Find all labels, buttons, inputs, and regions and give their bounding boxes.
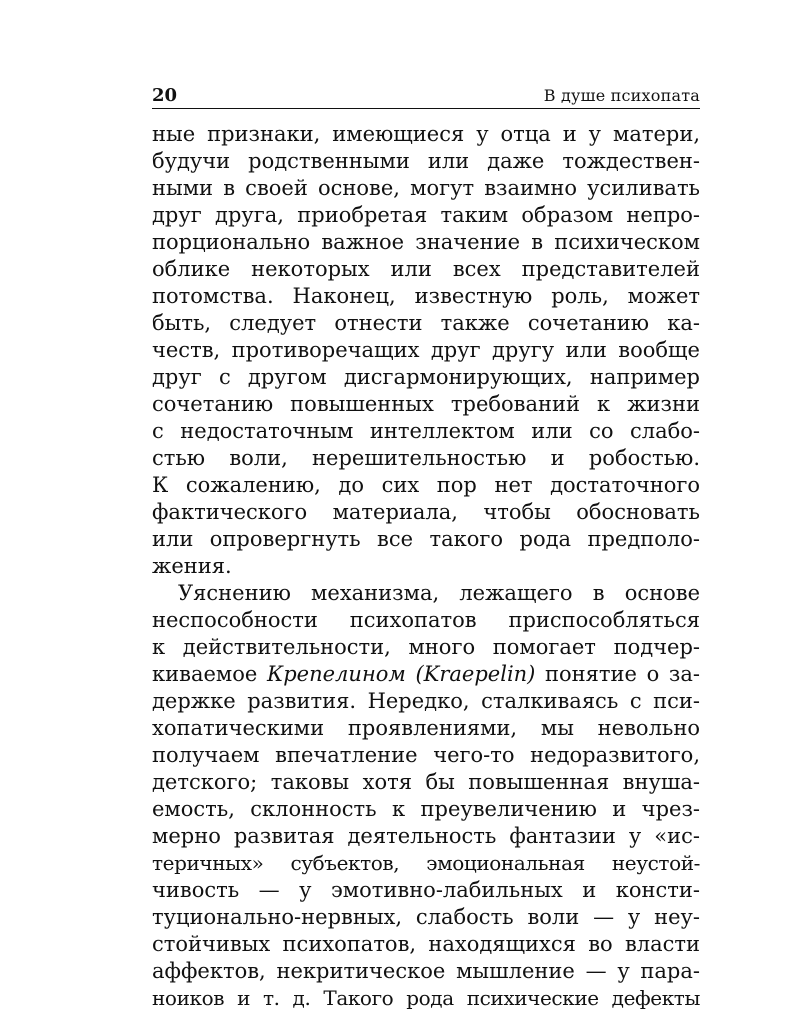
text-line: к действительности, много помогает подчер- <box>152 635 700 659</box>
text-line: ными в своей основе, могут взаимно усиливать <box>152 176 700 200</box>
text-line: емость, склонность к преувеличению и чрез- <box>152 797 700 821</box>
text-line: друг с другом дисгармонирующих, например <box>152 365 700 389</box>
text-segment: киваемое <box>152 662 267 686</box>
text-line: сочетанию повышенных требований к жизни <box>152 392 700 416</box>
text-line: Уяснению механизма, лежащего в основе <box>178 581 700 605</box>
text-line: теричных» субъектов, эмоциональная неустой- <box>152 851 700 875</box>
text-line: облике некоторых или всех представителей <box>152 257 700 281</box>
text-line: мерно развитая деятельность фантазии у «ис- <box>152 824 700 848</box>
text-line: честв, противоречащих друг другу или вообще <box>152 338 700 362</box>
text-line: держке развития. Нередко, сталкиваясь с пси- <box>152 689 700 713</box>
text-line-with-reference <box>152 661 700 688</box>
text-line: ные признаки, имеющиеся у отца и у матери, <box>152 122 700 146</box>
text-line: фактического материала, чтобы обосновать <box>152 500 700 524</box>
text-line: туционально-нервных, слабость воли — у неу- <box>152 905 700 929</box>
text-line: стью воли, нерешительностью и робостью. <box>152 446 700 470</box>
text-line: потомства. Наконец, известную роль, может <box>152 284 700 308</box>
page-number: 20 <box>152 85 178 106</box>
text-line: ноиков и т. д. Такого рода психические дефекты <box>152 986 700 1010</box>
running-header <box>152 84 700 109</box>
text-line: или опровергнуть все такого рода предполо- <box>152 527 700 551</box>
text-line: неспособности психопатов приспособляться <box>152 608 700 632</box>
text-line: стойчивых психопатов, находящихся во власти <box>152 932 700 956</box>
paragraph <box>152 580 700 1012</box>
book-page <box>152 84 700 1012</box>
text-line: быть, следует отнести также сочетанию ка- <box>152 311 700 335</box>
text-line: будучи родственными или даже тождествен- <box>152 149 700 173</box>
author-reference: Крепелином (Kraepelin) <box>266 662 536 686</box>
body-text <box>152 121 700 1012</box>
text-segment: понятие о за- <box>535 662 700 686</box>
paragraph <box>152 121 700 580</box>
text-line: жения. <box>152 554 232 578</box>
text-line: получаем впечатление чего-то недоразвитого, <box>152 743 700 767</box>
text-line: хопатическими проявлениями, мы невольно <box>152 716 700 740</box>
text-line: с недостаточным интеллектом или со слабо- <box>152 419 700 443</box>
text-line: порционально важное значение в психическом <box>152 230 700 254</box>
running-title: В душе психопата <box>543 86 700 105</box>
text-line: чивость — у эмотивно-лабильных и консти- <box>152 878 700 902</box>
text-line: аффектов, некритическое мышление — у пара- <box>152 959 700 983</box>
text-line: детского; таковы хотя бы повышенная внуша- <box>152 770 700 794</box>
text-line: К сожалению, до сих пор нет достаточного <box>152 473 700 497</box>
text-line: друг друга, приобретая таким образом непро- <box>152 203 700 227</box>
